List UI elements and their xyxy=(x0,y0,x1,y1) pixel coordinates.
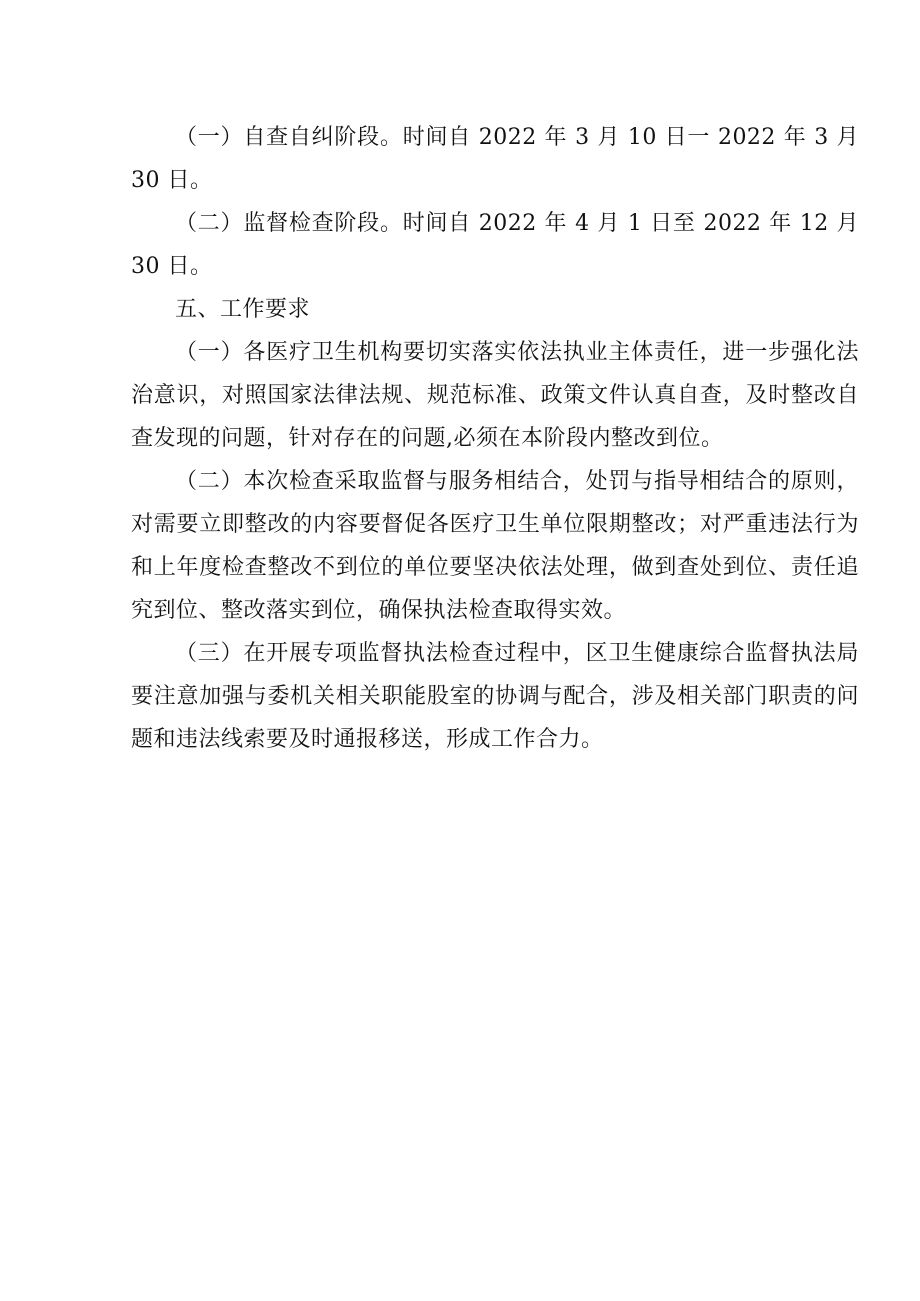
paragraph-supervision-phase: （二）监督检查阶段。时间自 2022 年 4 月 1 日至 2022 年 12 月 30 日。 xyxy=(131,211,867,279)
paragraph-requirement-3: （三）在开展专项监督执法检查过程中，区卫生健康综合监督执法局要注意加强与委机关相关职能股室的协调与配合，涉及相关部门职责的问题和违法线索要及时通报移送，形成工作合力。 xyxy=(131,641,859,752)
document-body xyxy=(131,116,867,761)
section-heading-work-requirements: 五、工作要求 xyxy=(175,297,311,322)
paragraph-requirement-1: （一）各医疗卫生机构要切实落实依法执业主体责任，进一步强化法治意识，对照国家法律法规、规范标准、政策文件认真自查，及时整改自查发现的问题，针对存在的问题,必须在本阶段内整改到位。 xyxy=(131,340,859,451)
paragraph-requirement-2: （二）本次检查采取监督与服务相结合，处罚与指导相结合的原则，对需要立即整改的内容要督促各医疗卫生单位限期整改；对严重违法行为和上年度检查整改不到位的单位要坚决依法处理，做到查处到位、责任追究到位、整改落实到位，确保执法检查取得实效。 xyxy=(131,469,859,623)
paragraph-self-inspection-phase: （一）自查自纠阶段。时间自 2022 年 3 月 10 日一 2022 年 3 月 30 日。 xyxy=(131,125,867,193)
